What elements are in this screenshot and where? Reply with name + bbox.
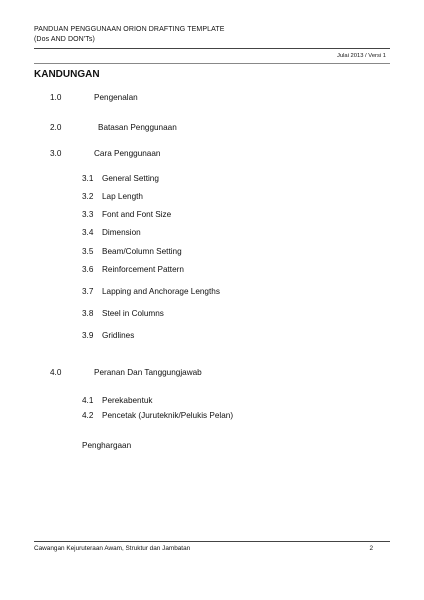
- toc-section-label: Cara Penggunaan: [94, 149, 161, 158]
- toc-section-number: 3.0: [50, 149, 62, 158]
- footer-department: Cawangan Kejuruteraan Awam, Struktur dan Jambatan: [34, 545, 191, 552]
- header-rule: [34, 48, 390, 49]
- version-label: Julai 2013 / Versi 1: [337, 53, 386, 59]
- toc-subsection-number: 4.1: [82, 396, 94, 405]
- toc-title: KANDUNGAN: [34, 69, 100, 80]
- toc-subsection-number: 3.3: [82, 210, 94, 219]
- document-title: PANDUAN PENGGUNAAN ORION DRAFTING TEMPLATE: [34, 26, 225, 33]
- toc-subsection-number: 3.4: [82, 228, 94, 237]
- toc-section-number: 2.0: [50, 123, 62, 132]
- toc-subsection-number: 4.2: [82, 411, 94, 420]
- document-subtitle: (Dos AND DON'Ts): [34, 36, 95, 43]
- toc-subsection-label: Font and Font Size: [102, 210, 172, 219]
- toc-subsection-label: Steel in Columns: [102, 309, 164, 318]
- header-rule-lower: [34, 63, 390, 64]
- toc-subsection-label: Beam/Column Setting: [102, 247, 182, 256]
- toc-subsection-number: 3.2: [82, 192, 94, 201]
- toc-section-label: Peranan Dan Tanggungjawab: [94, 368, 202, 377]
- toc-subsection-label: Reinforcement Pattern: [102, 265, 184, 274]
- toc-section-label: Batasan Penggunaan: [98, 123, 177, 132]
- toc-subsection-number: 3.1: [82, 174, 94, 183]
- toc-subsection-label: General Setting: [102, 174, 159, 183]
- toc-subsection-label: Gridlines: [102, 331, 135, 340]
- footer-rule: [34, 541, 390, 542]
- toc-section-number: 4.0: [50, 368, 62, 377]
- toc-section-label: Pengenalan: [94, 93, 138, 102]
- toc-subsection-label: Lap Length: [102, 192, 143, 201]
- toc-acknowledgement: Penghargaan: [82, 441, 132, 450]
- toc-subsection-label: Dimension: [102, 228, 141, 237]
- toc-subsection-number: 3.6: [82, 265, 94, 274]
- toc-subsection-number: 3.9: [82, 331, 94, 340]
- toc-subsection-label: Perekabentuk: [102, 396, 153, 405]
- toc-subsection-number: 3.8: [82, 309, 94, 318]
- toc-subsection-label: Pencetak (Juruteknik/Pelukis Pelan): [102, 411, 234, 420]
- toc-subsection-label: Lapping and Anchorage Lengths: [102, 287, 220, 296]
- toc-section-number: 1.0: [50, 93, 62, 102]
- toc-subsection-number: 3.7: [82, 287, 94, 296]
- page-number: 2: [369, 545, 373, 552]
- toc-subsection-number: 3.5: [82, 247, 94, 256]
